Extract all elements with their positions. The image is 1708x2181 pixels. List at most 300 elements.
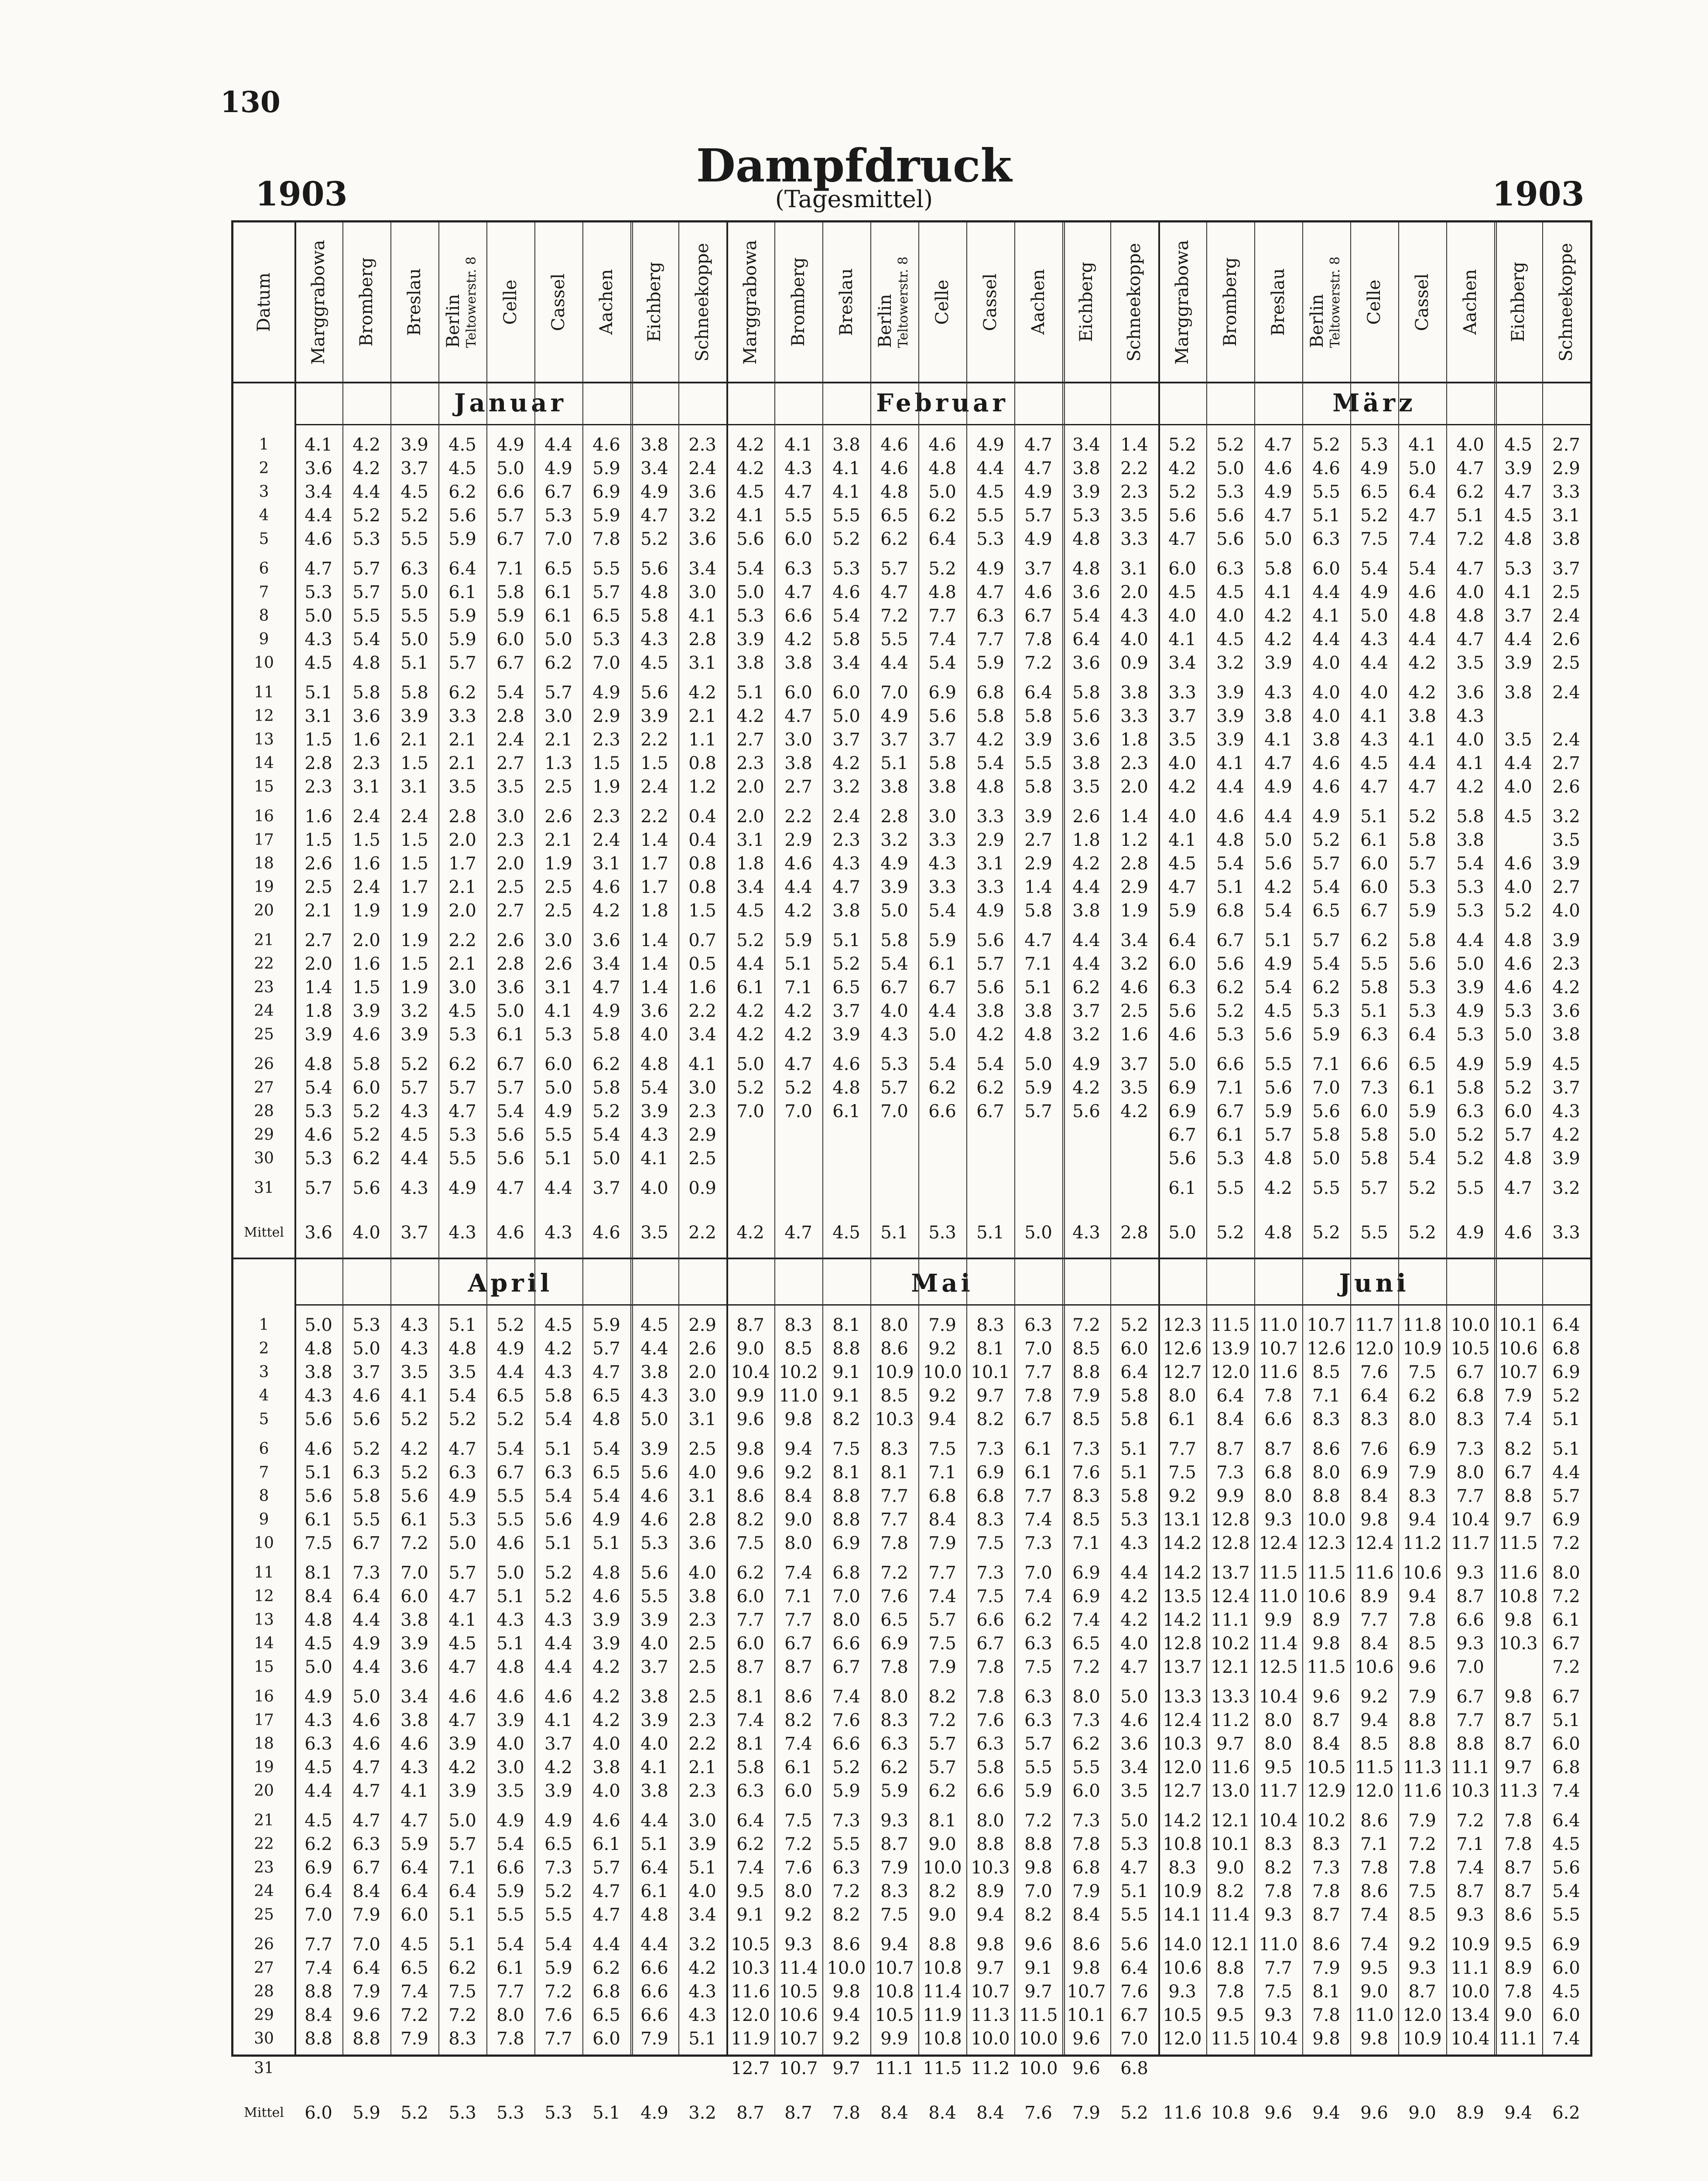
table-cell: 7.0 bbox=[353, 1935, 380, 1955]
table-cell: 3.9 bbox=[880, 877, 908, 897]
station-name: Bromberg bbox=[356, 257, 377, 347]
table-cell: 9.1 bbox=[1024, 1958, 1052, 1978]
table-cell: 6.0 bbox=[784, 529, 812, 549]
day-label: 6 bbox=[259, 1440, 269, 1458]
table-cell: 8.2 bbox=[736, 1510, 764, 1530]
table-cell: 8.3 bbox=[1264, 1834, 1292, 1854]
table-cell: 12.0 bbox=[731, 2005, 770, 2025]
table-cell: 3.0 bbox=[496, 1757, 524, 1778]
table-cell: 7.0 bbox=[1024, 1881, 1052, 1901]
table-cell: 2.3 bbox=[496, 830, 524, 850]
table-cell: 8.0 bbox=[784, 1881, 812, 1901]
table-cell bbox=[1494, 2057, 1542, 2080]
table-cell: 6.9 bbox=[1552, 1510, 1580, 1530]
table-cell: 11.5 bbox=[1211, 1315, 1250, 1335]
table-cell bbox=[1014, 1147, 1062, 1170]
page-number: 130 bbox=[220, 85, 281, 119]
table-cell: 6.2 bbox=[448, 1958, 476, 1978]
table-cell: 6.3 bbox=[305, 1734, 332, 1754]
table-cell: 5.2 bbox=[496, 1409, 524, 1429]
table-cell: 6.1 bbox=[496, 1025, 524, 1045]
table-cell: 2.4 bbox=[353, 877, 380, 897]
table-cell: 12.8 bbox=[1211, 1510, 1250, 1530]
table-cell: 8.7 bbox=[1504, 1858, 1532, 1878]
table-cell: 7.3 bbox=[1360, 1078, 1388, 1098]
table-cell: 7.5 bbox=[784, 1811, 812, 1831]
table-cell: 8.3 bbox=[1456, 1409, 1484, 1429]
table-cell: 5.1 bbox=[1024, 978, 1052, 998]
table-cell: 11.4 bbox=[1211, 1905, 1250, 1925]
divider-column bbox=[342, 222, 343, 2055]
table-cell: 3.1 bbox=[400, 777, 428, 797]
mittel-cell: 5.3 bbox=[448, 2103, 476, 2123]
table-cell: 4.9 bbox=[880, 706, 908, 726]
table-cell: 8.4 bbox=[1360, 1634, 1388, 1654]
table-cell: 5.1 bbox=[448, 1935, 476, 1955]
table-cell: 5.7 bbox=[880, 559, 908, 579]
table-cell: 5.5 bbox=[976, 506, 1004, 526]
table-cell: 5.7 bbox=[496, 506, 524, 526]
table-cell: 4.7 bbox=[353, 1811, 380, 1831]
table-cell bbox=[1542, 704, 1590, 728]
table-cell: 5.7 bbox=[1504, 1125, 1532, 1145]
table-cell: 10.7 bbox=[1499, 1362, 1538, 1382]
table-cell: 5.2 bbox=[736, 1078, 764, 1098]
table-cell: 11.9 bbox=[923, 2005, 962, 2025]
table-cell: 10.0 bbox=[923, 1858, 962, 1878]
table-cell: 7.9 bbox=[1504, 1386, 1532, 1406]
table-cell: 5.3 bbox=[305, 1149, 332, 1169]
table-cell: 3.8 bbox=[1504, 683, 1532, 703]
table-cell: 13.5 bbox=[1163, 1586, 1202, 1607]
table-cell: 4.2 bbox=[592, 1687, 620, 1707]
table-cell bbox=[870, 1176, 918, 1200]
day-label: 21 bbox=[254, 931, 274, 949]
table-cell: 7.0 bbox=[1024, 1339, 1052, 1359]
table-cell: 7.9 bbox=[928, 1315, 956, 1335]
table-cell: 6.8 bbox=[976, 1486, 1004, 1506]
table-cell: 1.1 bbox=[688, 730, 716, 750]
header-station-cell bbox=[1014, 222, 1062, 382]
table-cell: 11.5 bbox=[1259, 1563, 1298, 1583]
table-cell: 3.7 bbox=[592, 1178, 620, 1198]
table-cell: 5.3 bbox=[1312, 1001, 1340, 1021]
table-cell: 6.7 bbox=[1552, 1634, 1580, 1654]
table-cell: 4.4 bbox=[305, 506, 332, 526]
table-cell: 4.1 bbox=[544, 1710, 572, 1730]
table-cell bbox=[966, 1123, 1014, 1147]
table-cell: 5.8 bbox=[976, 706, 1004, 726]
station-name: Berlin bbox=[1307, 294, 1327, 348]
table-row bbox=[233, 1561, 1590, 1585]
table-cell: 2.5 bbox=[1120, 1001, 1148, 1021]
table-cell: 8.7 bbox=[736, 1657, 764, 1677]
table-cell: 4.6 bbox=[784, 854, 812, 874]
table-cell: 11.5 bbox=[1019, 2005, 1058, 2025]
table-cell: 4.7 bbox=[496, 1178, 524, 1198]
table-cell: 6.1 bbox=[640, 1881, 668, 1901]
table-cell: 12.0 bbox=[1355, 1781, 1394, 1801]
table-cell: 5.2 bbox=[544, 1881, 572, 1901]
table-cell: 9.5 bbox=[736, 1881, 764, 1901]
table-cell: 5.1 bbox=[688, 1858, 716, 1878]
day-label: 6 bbox=[259, 560, 269, 578]
table-cell: 5.7 bbox=[305, 1178, 332, 1198]
mittel-cell: 5.3 bbox=[544, 2103, 572, 2123]
table-cell: 6.2 bbox=[880, 529, 908, 549]
table-cell: 4.2 bbox=[976, 1025, 1004, 1045]
day-label: 15 bbox=[254, 778, 274, 796]
table-cell: 7.4 bbox=[400, 1982, 428, 2002]
table-cell: 12.0 bbox=[1403, 2005, 1442, 2025]
header-station-cell bbox=[678, 222, 726, 382]
table-cell: 4.2 bbox=[544, 1757, 572, 1778]
table-cell: 9.7 bbox=[1024, 1982, 1052, 2002]
table-row bbox=[233, 1585, 1590, 1608]
table-cell: 4.6 bbox=[880, 435, 908, 455]
table-cell: 5.4 bbox=[496, 1101, 524, 1121]
table-cell: 10.4 bbox=[1451, 1510, 1490, 1530]
table-cell: 6.2 bbox=[976, 1078, 1004, 1098]
table-cell: 5.5 bbox=[1024, 753, 1052, 773]
mittel-cell: 4.2 bbox=[736, 1223, 764, 1243]
table-cell: 5.0 bbox=[305, 1315, 332, 1335]
table-cell: 5.5 bbox=[496, 1905, 524, 1925]
table-cell: 3.3 bbox=[928, 877, 956, 897]
table-cell: 1.9 bbox=[400, 901, 428, 921]
table-row bbox=[233, 875, 1590, 899]
table-cell: 1.6 bbox=[353, 954, 380, 974]
mittel-cell: 4.3 bbox=[448, 1223, 476, 1243]
table-cell: 3.8 bbox=[1456, 830, 1484, 850]
table-cell: 8.0 bbox=[1072, 1687, 1100, 1707]
table-cell: 4.0 bbox=[640, 1025, 668, 1045]
table-cell: 12.4 bbox=[1355, 1533, 1394, 1553]
table-cell: 4.6 bbox=[1504, 854, 1532, 874]
table-cell: 3.8 bbox=[1264, 706, 1292, 726]
table-cell: 4.9 bbox=[976, 559, 1004, 579]
divider-column bbox=[918, 222, 919, 2055]
table-cell: 3.4 bbox=[1120, 1757, 1148, 1778]
table-cell: 5.7 bbox=[496, 1078, 524, 1098]
table-cell: 10.3 bbox=[971, 1858, 1010, 1878]
table-cell: 6.1 bbox=[1552, 1610, 1580, 1630]
table-cell: 6.9 bbox=[305, 1858, 332, 1878]
table-cell: 4.4 bbox=[1120, 1563, 1148, 1583]
table-cell: 5.0 bbox=[1456, 954, 1484, 974]
table-cell: 4.2 bbox=[784, 1025, 812, 1045]
table-cell: 5.7 bbox=[448, 1563, 476, 1583]
table-cell: 1.2 bbox=[1120, 830, 1148, 850]
table-cell: 4.7 bbox=[1168, 529, 1196, 549]
header-station-cell bbox=[918, 222, 966, 382]
table-cell: 4.7 bbox=[784, 582, 812, 602]
table-cell: 9.2 bbox=[928, 1339, 956, 1359]
table-cell: 9.2 bbox=[832, 2029, 860, 2049]
table-cell: 2.8 bbox=[305, 753, 332, 773]
mittel-cell: 5.2 bbox=[1312, 1223, 1340, 1243]
table-cell: 9.5 bbox=[1264, 1757, 1292, 1778]
table-cell: 3.1 bbox=[544, 978, 572, 998]
table-cell: 4.0 bbox=[640, 1734, 668, 1754]
table-cell: 4.3 bbox=[1360, 629, 1388, 650]
table-cell: 7.9 bbox=[640, 2029, 668, 2049]
table-cell bbox=[630, 2057, 678, 2080]
table-cell: 5.0 bbox=[1360, 606, 1388, 626]
table-cell: 5.5 bbox=[1264, 1054, 1292, 1074]
table-cell: 8.1 bbox=[736, 1687, 764, 1707]
day-label: 26 bbox=[254, 1935, 274, 1953]
table-cell: 6.2 bbox=[928, 506, 956, 526]
table-cell: 8.2 bbox=[1024, 1905, 1052, 1925]
table-cell: 4.3 bbox=[640, 1125, 668, 1145]
table-cell: 5.3 bbox=[880, 1054, 908, 1074]
divider-column bbox=[966, 222, 967, 2055]
table-cell: 12.0 bbox=[1211, 1362, 1250, 1382]
table-cell: 7.3 bbox=[1072, 1710, 1100, 1730]
table-cell: 4.4 bbox=[1360, 653, 1388, 673]
station-name: Bromberg bbox=[788, 257, 808, 347]
table-cell: 6.4 bbox=[1552, 1811, 1580, 1831]
table-cell: 7.2 bbox=[880, 1563, 908, 1583]
table-cell: 6.1 bbox=[400, 1510, 428, 1530]
table-cell: 6.1 bbox=[544, 606, 572, 626]
table-cell: 4.0 bbox=[880, 1001, 908, 1021]
table-cell: 3.7 bbox=[640, 1657, 668, 1677]
table-row bbox=[233, 504, 1590, 527]
table-cell: 6.8 bbox=[1552, 1757, 1580, 1778]
table-cell: 7.1 bbox=[1216, 1078, 1244, 1098]
table-cell: 8.8 bbox=[1408, 1734, 1436, 1754]
table-cell: 5.1 bbox=[544, 1149, 572, 1169]
header-station-bromberg bbox=[1221, 257, 1239, 347]
table-cell: 3.6 bbox=[400, 1657, 428, 1677]
table-cell: 5.5 bbox=[1552, 1905, 1580, 1925]
table-cell: 12.0 bbox=[1163, 1757, 1202, 1778]
table-cell: 10.9 bbox=[1403, 1339, 1442, 1359]
day-label: 2 bbox=[259, 459, 269, 477]
table-cell: 9.6 bbox=[1024, 1935, 1052, 1955]
table-cell: 2.3 bbox=[592, 730, 620, 750]
table-cell: 3.9 bbox=[1216, 683, 1244, 703]
table-cell: 6.2 bbox=[448, 482, 476, 502]
table-cell: 8.7 bbox=[1504, 1881, 1532, 1901]
table-cell: 4.1 bbox=[448, 1610, 476, 1630]
day-label: 12 bbox=[254, 1587, 274, 1605]
station-name: Cassel bbox=[980, 273, 1000, 331]
table-cell: 2.5 bbox=[305, 877, 332, 897]
table-cell: 1.9 bbox=[353, 901, 380, 921]
table-cell: 3.9 bbox=[640, 1101, 668, 1121]
table-cell: 7.4 bbox=[1072, 1610, 1100, 1630]
table-cell: 6.6 bbox=[832, 1734, 860, 1754]
table-cell bbox=[1350, 2057, 1398, 2080]
table-cell: 8.7 bbox=[1456, 1881, 1484, 1901]
table-cell: 5.3 bbox=[1120, 1510, 1148, 1530]
table-cell: 5.3 bbox=[1504, 559, 1532, 579]
table-cell: 4.7 bbox=[1456, 559, 1484, 579]
table-cell: 5.0 bbox=[1504, 1025, 1532, 1045]
table-cell: 6.7 bbox=[1216, 1101, 1244, 1121]
table-cell: 3.4 bbox=[1120, 930, 1148, 950]
header-station-cell bbox=[966, 222, 1014, 382]
table-cell: 8.7 bbox=[1312, 1905, 1340, 1925]
header-station-aachen bbox=[1461, 269, 1479, 335]
table-cell: 3.1 bbox=[1552, 506, 1580, 526]
station-name: Aachen bbox=[596, 269, 616, 335]
table-cell: 1.3 bbox=[544, 753, 572, 773]
table-cell: 3.6 bbox=[1072, 730, 1100, 750]
table-cell: 4.0 bbox=[640, 1178, 668, 1198]
day-label: 15 bbox=[254, 1658, 274, 1676]
table-cell: 5.9 bbox=[976, 653, 1004, 673]
table-row bbox=[233, 899, 1590, 923]
table-cell: 6.3 bbox=[736, 1781, 764, 1801]
table-cell: 10.6 bbox=[1499, 1339, 1538, 1359]
table-cell: 6.4 bbox=[353, 1586, 380, 1607]
table-cell: 7.8 bbox=[1216, 1982, 1244, 2002]
table-cell: 3.7 bbox=[353, 1362, 380, 1382]
table-cell bbox=[1110, 1176, 1158, 1200]
table-cell: 2.7 bbox=[305, 930, 332, 950]
table-cell: 5.2 bbox=[353, 1101, 380, 1121]
table-cell: 4.4 bbox=[544, 1657, 572, 1677]
table-cell: 3.1 bbox=[1120, 559, 1148, 579]
table-cell: 6.4 bbox=[305, 1881, 332, 1901]
table-cell: 4.7 bbox=[1456, 458, 1484, 479]
header-station-marggrabowa bbox=[741, 240, 760, 365]
table-cell: 8.2 bbox=[928, 1687, 956, 1707]
month-header-mai: Mai bbox=[726, 1262, 1158, 1306]
table-cell: 4.0 bbox=[592, 1734, 620, 1754]
table-cell: 7.9 bbox=[1408, 1687, 1436, 1707]
table-cell: 5.4 bbox=[832, 606, 860, 626]
table-cell: 14.2 bbox=[1163, 1533, 1202, 1553]
table-cell: 1.5 bbox=[688, 901, 716, 921]
table-cell: 4.3 bbox=[688, 1982, 716, 2002]
table-cell: 6.5 bbox=[880, 506, 908, 526]
mittel-cell: 7.9 bbox=[1072, 2103, 1100, 2123]
table-cell: 7.7 bbox=[928, 606, 956, 626]
table-cell: 4.6 bbox=[1120, 1710, 1148, 1730]
table-cell: 2.9 bbox=[688, 1125, 716, 1145]
table-cell: 4.0 bbox=[1552, 901, 1580, 921]
table-cell: 5.9 bbox=[448, 529, 476, 549]
table-cell: 11.0 bbox=[779, 1386, 818, 1406]
day-label: 7 bbox=[259, 583, 269, 601]
table-cell: 8.8 bbox=[353, 2029, 380, 2049]
station-name: Schneekoppe bbox=[1556, 243, 1576, 362]
table-cell: 4.1 bbox=[1312, 606, 1340, 626]
table-cell: 4.2 bbox=[1408, 683, 1436, 703]
table-cell: 3.9 bbox=[448, 1734, 476, 1754]
table-cell bbox=[1062, 1147, 1110, 1170]
table-cell: 6.4 bbox=[1120, 1362, 1148, 1382]
table-cell: 4.4 bbox=[1504, 629, 1532, 650]
table-cell: 5.8 bbox=[1024, 901, 1052, 921]
table-cell: 7.0 bbox=[400, 1563, 428, 1583]
table-cell: 2.3 bbox=[688, 1710, 716, 1730]
table-cell: 6.7 bbox=[496, 1463, 524, 1483]
table-cell: 9.7 bbox=[1216, 1734, 1244, 1754]
table-cell: 9.2 bbox=[1360, 1687, 1388, 1707]
table-cell: 5.3 bbox=[640, 1533, 668, 1553]
table-cell: 5.2 bbox=[353, 1439, 380, 1459]
table-cell: 5.6 bbox=[736, 529, 764, 549]
table-cell: 4.0 bbox=[1360, 683, 1388, 703]
table-cell: 3.5 bbox=[448, 1362, 476, 1382]
table-row bbox=[233, 1437, 1590, 1461]
table-cell: 5.6 bbox=[976, 978, 1004, 998]
table-cell: 8.8 bbox=[305, 1982, 332, 2002]
table-cell: 4.2 bbox=[1120, 1586, 1148, 1607]
table-row bbox=[233, 1655, 1590, 1679]
table-row bbox=[233, 999, 1590, 1023]
mittel-cell: 4.6 bbox=[592, 1223, 620, 1243]
table-cell: 13.9 bbox=[1211, 1339, 1250, 1359]
table-cell: 8.6 bbox=[784, 1687, 812, 1707]
table-cell: 6.5 bbox=[1072, 1634, 1100, 1654]
table-cell: 8.6 bbox=[832, 1935, 860, 1955]
table-cell: 3.8 bbox=[1552, 1025, 1580, 1045]
table-cell: 11.1 bbox=[1451, 1958, 1490, 1978]
table-cell: 7.2 bbox=[832, 1881, 860, 1901]
table-row bbox=[233, 1484, 1590, 1508]
table-cell: 8.3 bbox=[1408, 1486, 1436, 1506]
table-cell: 7.7 bbox=[305, 1935, 332, 1955]
table-cell: 8.2 bbox=[1504, 1439, 1532, 1459]
divider-column bbox=[390, 222, 391, 2055]
table-cell: 4.7 bbox=[448, 1439, 476, 1459]
table-cell: 8.5 bbox=[1072, 1510, 1100, 1530]
table-cell: 9.2 bbox=[1168, 1486, 1196, 1506]
table-cell: 4.5 bbox=[1216, 629, 1244, 650]
table-cell: 5.4 bbox=[496, 1935, 524, 1955]
table-cell: 8.5 bbox=[1408, 1905, 1436, 1925]
table-cell: 3.1 bbox=[688, 1409, 716, 1429]
table-cell: 3.5 bbox=[448, 777, 476, 797]
table-cell: 12.0 bbox=[1163, 2029, 1202, 2049]
table-cell: 7.7 bbox=[496, 1982, 524, 2002]
header-station-bromberg bbox=[357, 257, 376, 347]
table-cell: 7.9 bbox=[880, 1858, 908, 1878]
table-cell: 4.3 bbox=[1552, 1101, 1580, 1121]
table-cell: 10.5 bbox=[779, 1982, 818, 2002]
table-cell: 2.6 bbox=[1072, 807, 1100, 827]
table-cell: 5.4 bbox=[1072, 606, 1100, 626]
table-row bbox=[233, 1980, 1590, 2003]
table-cell: 5.4 bbox=[1312, 954, 1340, 974]
table-cell: 10.7 bbox=[971, 1982, 1010, 2002]
table-cell: 7.5 bbox=[1408, 1362, 1436, 1382]
table-cell: 6.3 bbox=[976, 1734, 1004, 1754]
table-cell: 2.4 bbox=[400, 807, 428, 827]
table-cell: 4.0 bbox=[1312, 706, 1340, 726]
table-cell: 2.4 bbox=[832, 807, 860, 827]
table-cell: 6.9 bbox=[1168, 1101, 1196, 1121]
table-cell: 7.4 bbox=[928, 629, 956, 650]
table-cell: 4.2 bbox=[544, 1339, 572, 1359]
table-cell: 7.1 bbox=[1312, 1054, 1340, 1074]
divider-day-column bbox=[294, 222, 296, 2055]
table-cell: 4.7 bbox=[1360, 777, 1388, 797]
table-cell: 4.5 bbox=[640, 653, 668, 673]
station-name: Berlin bbox=[875, 294, 895, 348]
table-cell: 5.6 bbox=[640, 1563, 668, 1583]
table-cell: 3.3 bbox=[1552, 482, 1580, 502]
table-cell: 8.8 bbox=[976, 1834, 1004, 1854]
table-cell: 5.3 bbox=[592, 629, 620, 650]
